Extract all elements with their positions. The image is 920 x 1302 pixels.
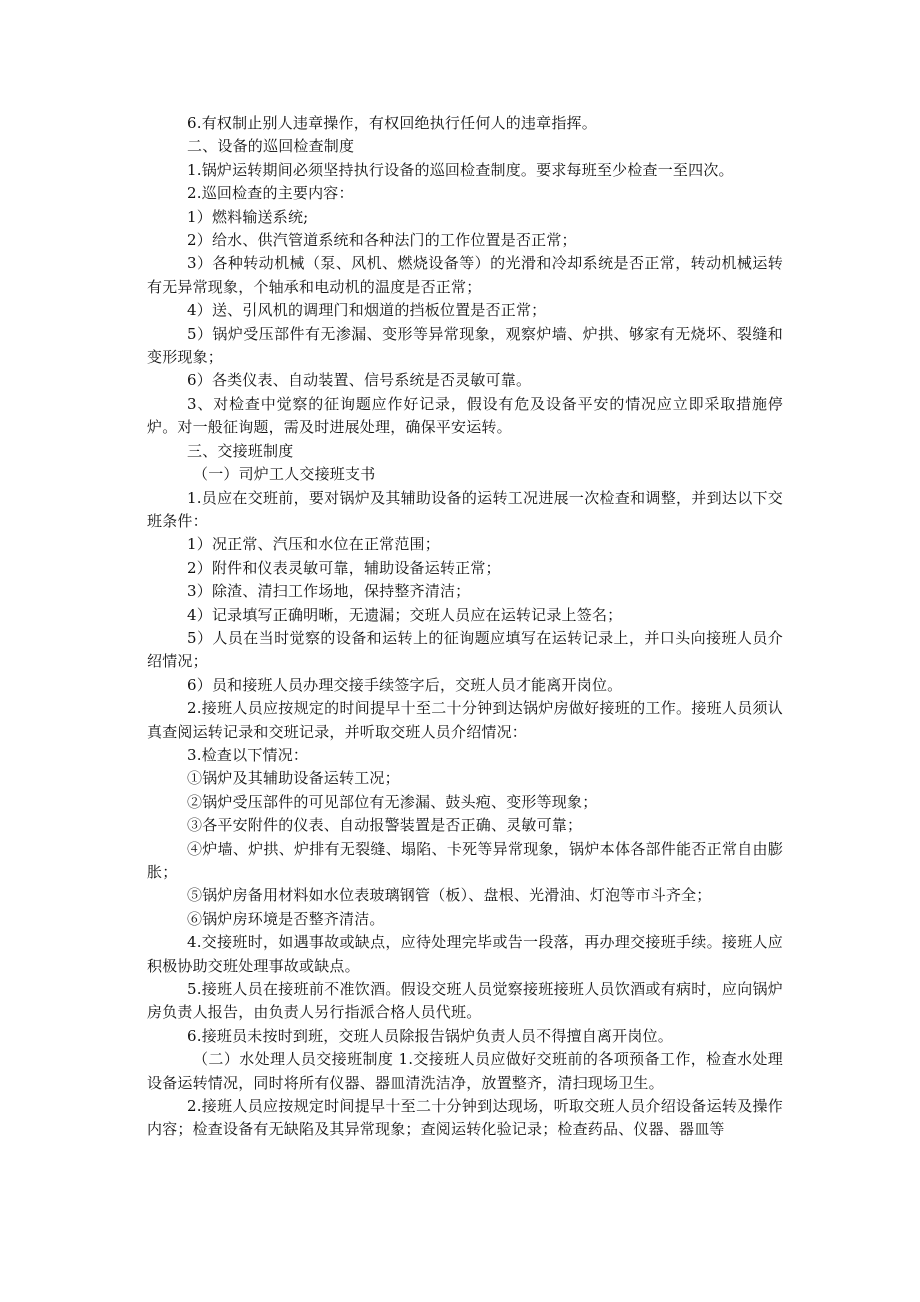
- paragraph: 2.接班人员应按规定时间提早十至二十分钟到达现场，听取交班人员介绍设备运转及操作内容；检查设备有无缺陷及其异常现象；查阅运转化验记录；检查药品、仪器、器皿等: [147, 1097, 783, 1139]
- paragraph: 5.接班人员在接班前不准饮酒。假设交班人员觉察接班接班人员饮酒或有病时，应向锅炉房负责人报告，由负责人另行指派合格人员代班。: [147, 980, 783, 1022]
- list-item: ⑤锅炉房备用材料如水位表玻璃钢管（板）、盘根、光滑油、灯泡等市斗齐全；: [187, 886, 712, 905]
- list-item: 4）记录填写正确明晰，无遗漏；交班人员应在运转记录上签名；: [187, 605, 623, 624]
- paragraph: 6.接班员未按时到班，交班人员除报告锅炉负责人员不得擅自离开岗位。: [187, 1026, 673, 1045]
- paragraph: 1.锅炉运转期间必须坚持执行设备的巡回检查制度。要求每班至少检查一至四次。: [187, 160, 734, 179]
- list-item: 2）附件和仪表灵敏可靠，辅助设备运转正常；: [187, 558, 501, 577]
- paragraph: 4.交接班时，如遇事故或缺点，应待处理完毕或告一段落，再办理交接班手续。接班人应积极协助交班处理事故或缺点。: [147, 933, 783, 975]
- section-heading: 三、交接班制度: [187, 441, 294, 460]
- list-item: 3）各种转动机械（泵、风机、燃烧设备等）的光滑和冷却系统是否正常，转动机械运转有无异常现象，个轴承和电动机的温度是否正常；: [147, 254, 783, 296]
- list-item: 6）各类仪表、自动装置、信号系统是否灵敏可靠。: [187, 371, 532, 390]
- list-item: 5）人员在当时觉察的设备和运转上的征询题应填写在运转记录上，并口头向接班人员介绍情况；: [147, 628, 783, 671]
- list-item: ②锅炉受压部件的可见部位有无渗漏、鼓头疱、变形等现象；: [187, 792, 598, 811]
- list-item: ⑥锅炉房环境是否整齐清洁。: [187, 909, 385, 928]
- paragraph: 3、对检查中觉察的征询题应作好记录，假设有危及设备平安的情况应立即采取措施停炉。对一般征询题，需及时进展处理，确保平安运转。: [147, 394, 783, 437]
- list-item: 1）况正常、汽压和水位在正常范围；: [187, 535, 440, 554]
- paragraph: 1.员应在交班前，要对锅炉及其辅助设备的运转工况进展一次检查和调整，并到达以下交班条件：: [147, 488, 783, 530]
- paragraph: 2.巡回检查的主要内容：: [187, 184, 354, 203]
- list-item: 5）锅炉受压部件有无渗漏、变形等异常现象，观察炉墙、炉拱、够家有无烧坏、裂缝和变形现象；: [147, 324, 783, 367]
- list-item: ①锅炉及其辅助设备运转工况；: [187, 769, 400, 788]
- list-item: 1）燃料输送系统;: [187, 207, 309, 226]
- paragraph: 2.接班人员应按规定的时间提早十至二十分钟到达锅炉房做好接班的工作。接班人员须认真查阅运转记录和交班记录，并听取交班人员介绍情况：: [147, 699, 783, 741]
- list-item: 3）除渣、清扫工作场地，保持整齐清洁；: [187, 582, 471, 601]
- list-item: 6）员和接班人员办理交接手续签字后，交班人员才能离开岗位。: [187, 675, 623, 694]
- list-item: ④炉墙、炉拱、炉排有无裂缝、塌陷、卡死等异常现象，锅炉本体各部件能否正常自由膨胀；: [147, 839, 783, 881]
- list-item: 4）送、引风机的调理门和烟道的挡板位置是否正常；: [187, 301, 547, 320]
- document-body: [147, 112, 783, 1142]
- subsection-heading: （一）司炉工人交接班支书: [193, 465, 376, 484]
- paragraph: 6.有权制止别人违章操作，有权回绝执行任何人的违章指挥。: [187, 114, 597, 132]
- subsection-paragraph: （二）水处理人员交接班制度 1.交接班人员应做好交班前的各项预备工作，检查水处理设备运转情况，同时将所有仪器、器皿清洗洁净，放置整齐，清扫现场卫生。: [147, 1050, 783, 1092]
- list-item: ③各平安附件的仪表、自动报警装置是否正确、灵敏可靠；: [187, 816, 583, 835]
- section-heading: 二、设备的巡回检查制度: [187, 137, 355, 156]
- paragraph: 3.检查以下情况：: [187, 745, 309, 764]
- list-item: 2）给水、供汽管道系统和各种法门的工作位置是否正常；: [187, 231, 577, 250]
